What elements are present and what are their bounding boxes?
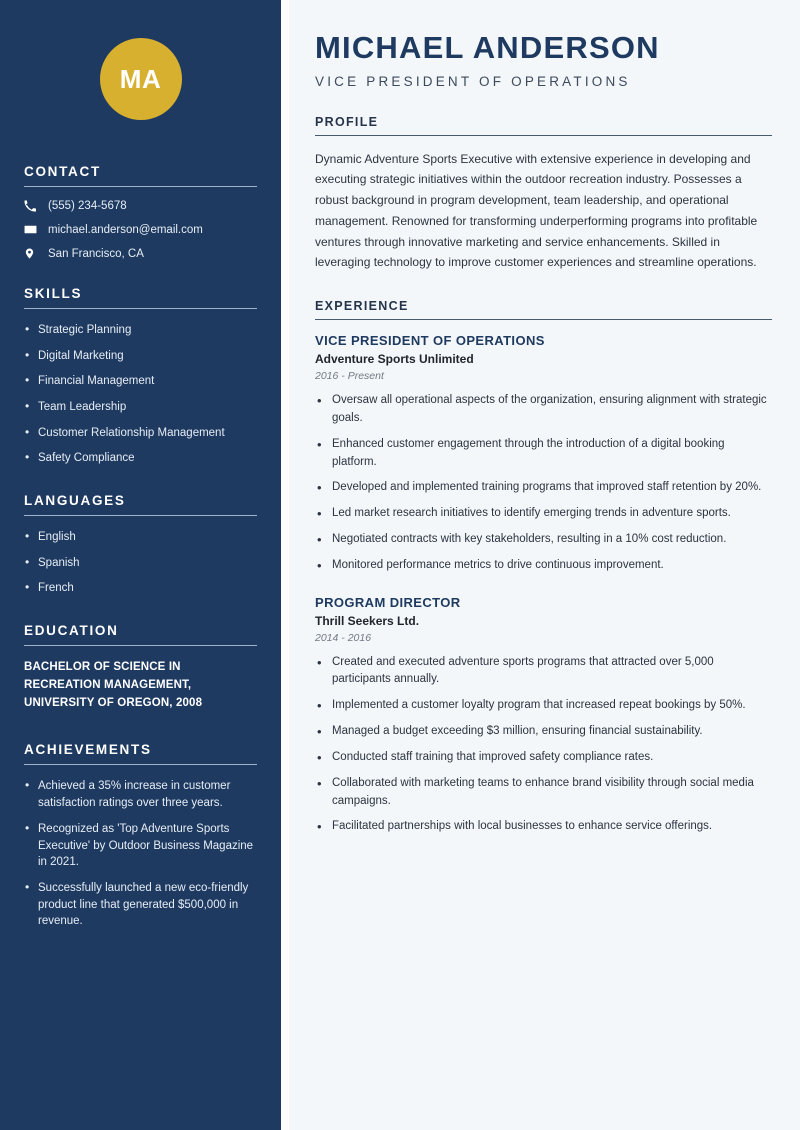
education-entry: BACHELOR OF SCIENCE IN RECREATION MANAGEMENT, UNIVERSITY OF OREGON, 2008 <box>24 661 203 709</box>
contact-heading: CONTACT <box>24 164 101 179</box>
sidebar <box>0 0 281 1130</box>
list-item: • Collaborated with marketing teams to enhance brand visibility through social media campaigns. <box>315 775 772 811</box>
contact-phone-value: (555) 234-5678 <box>48 200 127 212</box>
column-gap <box>281 0 289 1130</box>
list-item: • Created and executed adventure sports programs that attracted over 5,000 participants annually. <box>315 654 772 690</box>
contact-divider <box>24 186 257 187</box>
job-title: VICE PRESIDENT OF OPERATIONS <box>315 333 545 349</box>
job-bullet-list <box>315 654 772 837</box>
languages-list <box>24 529 257 597</box>
achievements-list <box>24 778 257 929</box>
list-item: • Facilitated partnerships with local businesses to enhance service offerings. <box>315 818 772 836</box>
achievements-section <box>24 742 257 929</box>
education-section <box>24 623 257 712</box>
job-subtitle: VICE PRESIDENT OF OPERATIONS <box>315 73 631 89</box>
experience-entry <box>315 333 772 575</box>
contact-phone-row[interactable] <box>24 200 257 212</box>
page-title: MICHAEL ANDERSON <box>315 30 660 65</box>
experience-section <box>315 299 772 836</box>
profile-heading: PROFILE <box>315 114 379 129</box>
list-item: • English <box>24 529 257 546</box>
list-item: • Customer Relationship Management <box>24 425 257 442</box>
list-item: • Team Leadership <box>24 399 257 416</box>
list-item: • Achieved a 35% increase in customer satisfaction ratings over three years. <box>24 778 257 811</box>
achievements-divider <box>24 764 257 765</box>
list-item: • Oversaw all operational aspects of the organization, ensuring alignment with strategic goals. <box>315 392 772 428</box>
experience-heading: EXPERIENCE <box>315 299 409 314</box>
list-item: • Managed a budget exceeding $3 million, ensuring financial sustainability. <box>315 723 772 741</box>
job-title: PROGRAM DIRECTOR <box>315 594 461 610</box>
job-dates: 2016 - Present <box>315 370 384 383</box>
list-item: • Negotiated contracts with key stakeholders, resulting in a 10% cost reduction. <box>315 531 772 549</box>
languages-section <box>24 493 257 597</box>
education-heading: EDUCATION <box>24 623 119 639</box>
job-company: Adventure Sports Unlimited <box>315 352 474 367</box>
skills-heading: SKILLS <box>24 286 83 301</box>
skills-list <box>24 322 257 467</box>
skills-divider <box>24 308 257 309</box>
job-dates: 2014 - 2016 <box>315 631 372 644</box>
skills-section <box>24 286 257 467</box>
languages-heading: LANGUAGES <box>24 493 126 509</box>
job-bullet-list <box>315 392 772 575</box>
envelope-icon <box>24 223 44 236</box>
contact-location-value: San Francisco, CA <box>48 247 144 260</box>
experience-entry <box>315 595 772 837</box>
map-pin-icon <box>24 247 44 260</box>
avatar-container <box>24 0 257 164</box>
education-divider <box>24 645 257 646</box>
list-item: • Developed and implemented training programs that improved staff retention by 20%. <box>315 479 772 497</box>
list-item: • Strategic Planning <box>24 322 257 339</box>
list-item: • Conducted staff training that improved safety compliance rates. <box>315 749 772 767</box>
main-content <box>289 0 800 1130</box>
list-item: • Enhanced customer engagement through the introduction of a digital booking platform. <box>315 436 772 472</box>
profile-divider <box>315 135 772 136</box>
contact-email-row[interactable] <box>24 223 257 236</box>
list-item: • Implemented a customer loyalty program that increased repeat bookings by 50%. <box>315 697 772 715</box>
list-item: • Recognized as 'Top Adventure Sports Executive' by Outdoor Business Magazine in 2021. <box>24 821 257 871</box>
list-item: • Successfully launched a new eco-friendly product line that generated $500,000 in revenue. <box>24 880 257 930</box>
avatar: MA <box>100 38 182 120</box>
list-item: • Safety Compliance <box>24 450 257 467</box>
profile-section <box>315 115 772 274</box>
contact-email-value: michael.anderson@email.com <box>48 223 203 236</box>
list-item: • Spanish <box>24 555 257 572</box>
languages-divider <box>24 515 257 516</box>
list-item: • Monitored performance metrics to drive continuous improvement. <box>315 557 772 575</box>
profile-text: Dynamic Adventure Sports Executive with extensive experience in developing and executing strategic initiatives within the outdoor recreation industry. Possesses a robust background in program development, team leadership, and operational management. Renowned for transforming underperforming programs into profitable ventures through innovative marketing and service enhancements. Skilled in leveraging technology to improve customer experiences and streamline operations. <box>315 151 758 270</box>
job-company: Thrill Seekers Ltd. <box>315 613 420 628</box>
contact-section <box>24 164 257 260</box>
list-item: • Financial Management <box>24 373 257 390</box>
list-item: • Digital Marketing <box>24 348 257 365</box>
list-item: • French <box>24 580 257 597</box>
contact-location-row[interactable] <box>24 247 257 260</box>
achievements-heading: ACHIEVEMENTS <box>24 742 152 758</box>
list-item: • Led market research initiatives to identify emerging trends in adventure sports. <box>315 505 772 523</box>
phone-icon <box>24 200 44 212</box>
experience-divider <box>315 319 772 320</box>
